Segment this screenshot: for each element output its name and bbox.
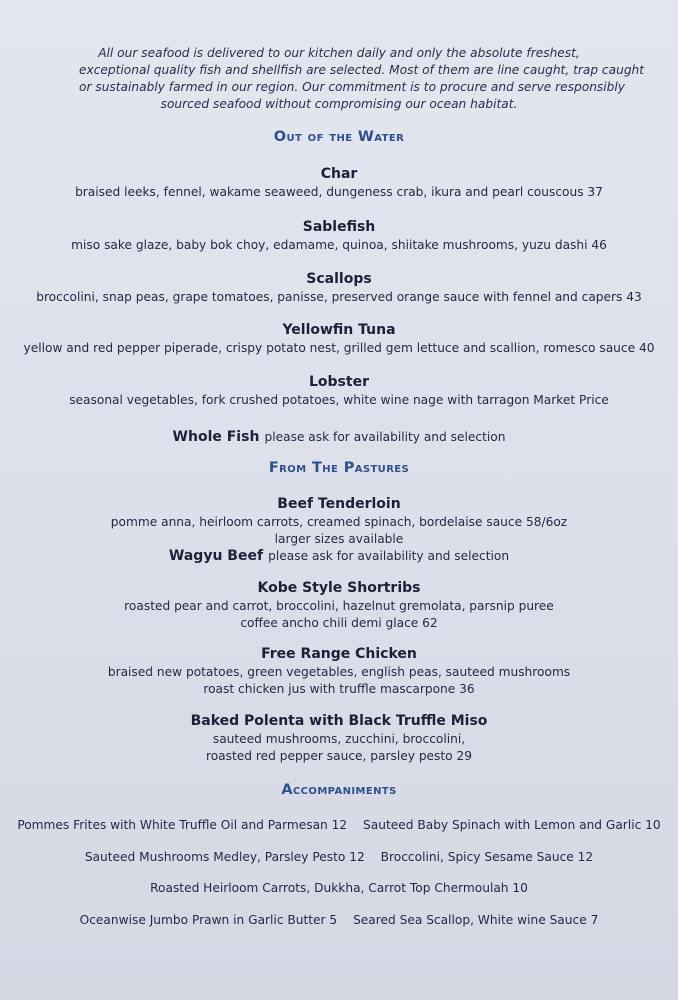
intro-paragraph: [79, 45, 645, 113]
intro-line: exceptional quality fish and shellfish are selected. Most of them are line caught, trap caught: [79, 63, 645, 77]
item-description: seasonal vegetables, fork crushed potatoes, white wine nage with tarragon Market Price: [69, 393, 609, 407]
accompaniment-item: Broccolini, Spicy Sesame Sauce 12: [380, 850, 594, 864]
menu-item-char: [0, 166, 678, 201]
item-name: Kobe Style Shortribs: [257, 580, 421, 596]
accompaniment-item: Sauteed Mushrooms Medley, Parsley Pesto 12: [84, 850, 365, 864]
menu-item-scallops: [0, 271, 678, 306]
menu-item-wagyu-beef: [0, 545, 678, 564]
item-name: Yellowfin Tuna: [282, 322, 396, 338]
item-description: roasted pear and carrot, broccolini, hazelnut gremolata, parsnip puree: [124, 599, 554, 613]
accompaniment-item: Seared Sea Scallop, White wine Sauce 7: [353, 913, 599, 927]
item-description: braised new potatoes, green vegetables, english peas, sauteed mushrooms: [107, 665, 571, 679]
item-name: Whole Fish: [172, 429, 260, 445]
section-title-water: Out of the Water: [273, 129, 405, 145]
accompaniment-row: [0, 913, 678, 927]
item-description: coffee ancho chili demi glace 62: [240, 615, 438, 630]
item-description: please ask for availability and selection: [264, 430, 506, 444]
item-name: Baked Polenta with Black Truffle Miso: [190, 713, 488, 729]
accompaniment-item: Pommes Frites with White Truffle Oil and Parmesan 12: [17, 818, 348, 832]
menu-item-lobster: [0, 374, 678, 409]
menu-item-kobe-shortribs: [0, 580, 678, 631]
menu-item-whole-fish: [0, 426, 678, 445]
accompaniment-row: [0, 818, 678, 832]
intro-line: All our seafood is delivered to our kitchen daily and only the absolute freshest,: [98, 46, 580, 60]
item-name: Wagyu Beef: [168, 548, 264, 564]
menu-item-sablefish: [0, 219, 678, 254]
accompaniment-row: [0, 881, 678, 895]
accompaniment-item: Oceanwise Jumbo Prawn in Garlic Butter 5: [79, 913, 338, 927]
item-name: Beef Tenderloin: [277, 496, 401, 512]
item-description: miso sake glaze, baby bok choy, edamame, quinoa, shiitake mushrooms, yuzu dashi 46: [71, 238, 607, 252]
item-description: larger sizes available: [274, 531, 404, 546]
menu-item-beef-tenderloin: [0, 496, 678, 547]
item-description: broccolini, snap peas, grape tomatoes, panisse, preserved orange sauce with fennel and capers 43: [36, 290, 642, 304]
intro-line: or sustainably farmed in our region. Our commitment is to procure and serve responsibly: [79, 80, 625, 94]
item-description: pomme anna, heirloom carrots, creamed spinach, bordelaise sauce 58/6oz: [110, 515, 568, 529]
item-description: sauteed mushrooms, zucchini, broccolini,: [212, 732, 466, 746]
item-description: roasted red pepper sauce, parsley pesto 29: [205, 748, 473, 763]
section-title-accompaniments: Accompaniments: [281, 782, 397, 798]
item-name: Sablefish: [302, 219, 376, 235]
accompaniment-item: Roasted Heirloom Carrots, Dukkha, Carrot Top Chermoulah 10: [150, 881, 528, 895]
menu-item-yellowfin-tuna: [0, 322, 678, 357]
item-name: Scallops: [306, 271, 372, 287]
intro-line: sourced seafood without compromising our ocean habitat.: [160, 97, 518, 111]
menu-item-free-range-chicken: [0, 646, 678, 697]
menu-item-baked-polenta: [0, 713, 678, 764]
item-description: roast chicken jus with truffle mascarpone 36: [203, 681, 475, 696]
item-name: Lobster: [309, 374, 369, 390]
item-description: please ask for availability and selection: [268, 549, 510, 563]
item-description: braised leeks, fennel, wakame seaweed, dungeness crab, ikura and pearl couscous 37: [75, 185, 603, 199]
accompaniment-item: Sauteed Baby Spinach with Lemon and Garlic 10: [363, 818, 661, 832]
section-title-pastures: From The Pastures: [268, 460, 410, 476]
item-name: Char: [320, 166, 358, 182]
accompaniment-row: [0, 850, 678, 864]
item-description: yellow and red pepper piperade, crispy potato nest, grilled gem lettuce and scallion, romesco sauce 40: [23, 341, 655, 355]
item-name: Free Range Chicken: [261, 646, 417, 662]
